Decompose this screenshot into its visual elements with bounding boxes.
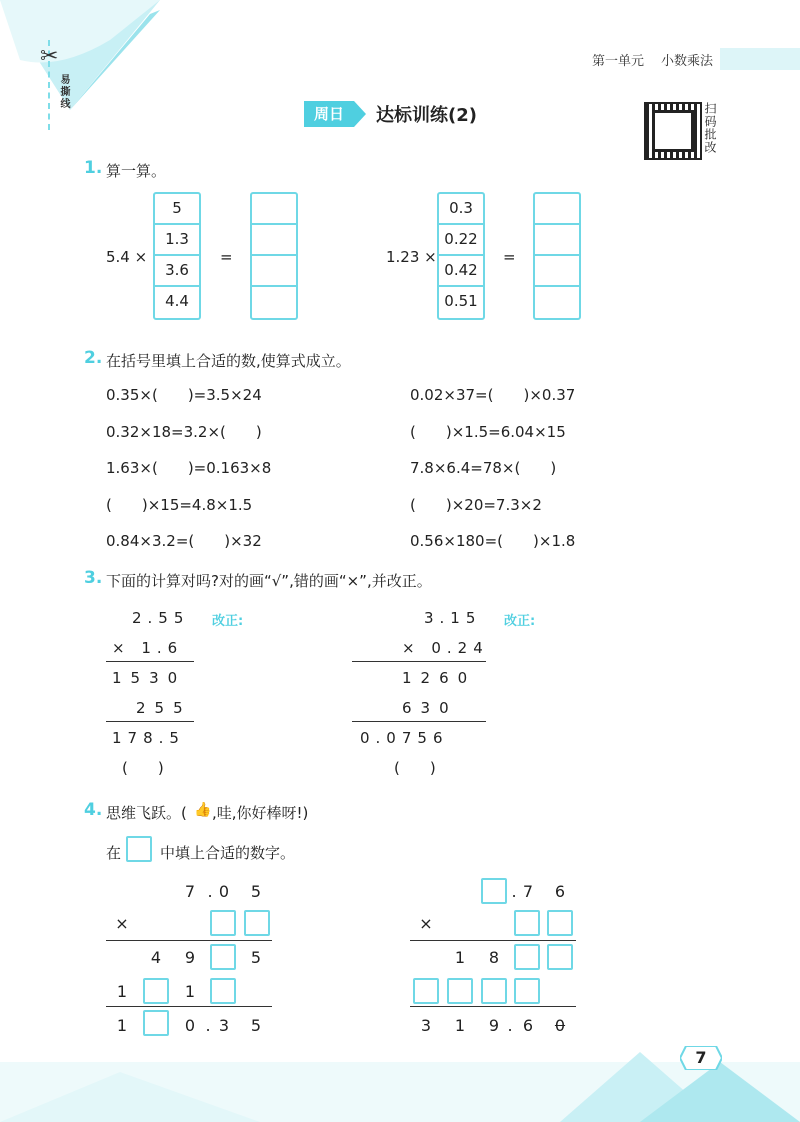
answer-cell[interactable] [252,287,296,318]
digit: 9 [184,948,196,967]
calc-row: 2.55 [132,609,190,627]
digit: . [205,1016,211,1035]
factor-column [153,192,201,320]
digit-box[interactable] [413,978,439,1004]
digit: 1 [116,982,128,1001]
digit-box[interactable] [447,978,473,1004]
calc-line [106,1006,272,1007]
page-title [304,100,477,128]
answer-cell[interactable] [252,256,296,287]
question-prompt: 算一算。 [106,162,167,180]
question-number: 4. [84,800,103,820]
equation[interactable]: 0.35×( )=3.5×24 [106,386,262,404]
answer-cell[interactable] [252,225,296,256]
praise-text: ,哇,你好棒呀!) [212,804,309,822]
calc-line [410,940,576,941]
topic-label: 小数乘法 [661,54,714,69]
calc-row: 1260 [402,669,477,687]
digit: . [511,882,517,901]
answer-cell[interactable] [535,194,579,225]
calc-row: 255 [136,699,192,717]
page-number: 7 [695,1048,707,1067]
digit: 6 [522,1016,534,1035]
answer-column[interactable] [533,192,581,320]
unit-label: 第一单元 [592,54,645,69]
scan-label: 扫码批改 [703,102,717,154]
tear-line-label: 易撕线 [58,74,69,110]
factor-cell: 0.22 [439,225,483,256]
digit: 6 [554,882,566,901]
calc-line [410,1006,576,1007]
equation[interactable]: 1.63×( )=0.163×8 [106,459,272,477]
answer-cell[interactable] [535,256,579,287]
digit: 8 [488,948,500,967]
digit: 4 [150,948,162,967]
digit: 7 [522,882,534,901]
digit: 5 [250,948,262,967]
digit: 1 [454,1016,466,1035]
question-number: 1. [84,158,103,178]
times-sign: × [419,914,433,933]
instruction-pre: 在 [106,844,122,862]
factor-cell: 0.51 [444,292,478,310]
digit: 1 [116,1016,128,1035]
title-text: 达标训练(2) [376,105,477,126]
calc-line [106,721,194,722]
digit-box[interactable] [244,910,270,936]
digit: 0 [218,882,230,901]
equation[interactable]: 7.8×6.4=78×( ) [410,459,557,477]
digit: 1 [454,948,466,967]
fix-label: 改正: [212,614,244,629]
factor-cell: 1.3 [155,225,199,256]
digit-box[interactable] [481,978,507,1004]
sample-box [126,836,152,862]
calc-line [352,721,486,722]
calc-row: × 1.6 [112,639,184,657]
question-prompt: 下面的计算对吗?对的画“√”,错的画“×”,并改正。 [106,572,432,590]
answer-cell[interactable] [535,225,579,256]
digit-box[interactable] [547,910,573,936]
digit-box[interactable] [514,910,540,936]
factor-column [437,192,485,320]
question-number: 2. [84,348,103,368]
equation[interactable]: 0.02×37=( )×0.37 [410,386,576,404]
equation[interactable]: 0.84×3.2=( )×32 [106,532,262,550]
digit: 0 [184,1016,196,1035]
calc-row: 630 [402,699,458,717]
times-sign: × [115,914,129,933]
digit-box[interactable] [143,978,169,1004]
answer-cell[interactable] [535,287,579,318]
equation[interactable]: ( )×20=7.3×2 [410,496,542,514]
digit-box[interactable] [210,910,236,936]
calc-row: 3.15 [424,609,482,627]
digit-box[interactable] [210,944,236,970]
factor-cell: 5 [155,194,199,225]
instruction-post: 中填上合适的数字。 [160,844,296,862]
digit-box[interactable] [143,1010,169,1036]
digit: 7 [184,882,196,901]
calc-line [106,661,194,662]
digit: . [207,882,213,901]
equation[interactable]: ( )×15=4.8×1.5 [106,496,253,514]
calc-row: 0.0756 [360,729,449,747]
scissors-icon: ✂ [40,44,59,69]
qr-code-icon[interactable] [644,102,702,160]
equals-sign: = [503,248,516,266]
question-prompt: 在括号里填上合适的数,使算式成立。 [106,352,351,370]
digit-box[interactable] [514,978,540,1004]
digit: 5 [250,882,262,901]
equals-sign: = [220,248,233,266]
multiplier-label: 1.23 × [386,248,437,266]
factor-cell: 0.3 [439,194,483,225]
factor-cell: 3.6 [155,256,199,287]
question-number: 3. [84,568,103,588]
digit: 9 [488,1016,500,1035]
day-tag: 周日 [304,101,354,127]
digit: . [507,1016,513,1035]
digit: 3 [420,1016,432,1035]
question-prompt: 思维飞跃。( [106,804,187,822]
factor-cell: 0.42 [439,256,483,287]
equation[interactable]: 0.56×180=( )×1.8 [410,532,576,550]
judge-blank[interactable]: ( ) [394,759,436,777]
thumbs-up-icon: 👍 [194,802,212,818]
calc-line [352,661,486,662]
corner-decoration [0,0,170,120]
digit: 5 [250,1016,262,1035]
judge-blank[interactable]: ( ) [122,759,164,777]
calc-row: × 0.24 [402,639,489,657]
factor-cell: 4.4 [165,292,189,310]
multiplier-label: 5.4 × [106,248,148,266]
answer-column[interactable] [250,192,298,320]
calc-row: 178.5 [112,729,185,747]
digit-box[interactable] [547,944,573,970]
digit: 3 [218,1016,230,1035]
answer-cell[interactable] [252,194,296,225]
digit-box[interactable] [210,978,236,1004]
digit: 0 [554,1016,566,1035]
calc-row: 1530 [112,669,187,687]
fix-label: 改正: [504,614,536,629]
equation[interactable]: 0.32×18=3.2×( ) [106,423,262,441]
calc-line [106,940,272,941]
equation[interactable]: ( )×1.5=6.04×15 [410,423,566,441]
header-band [720,48,800,70]
digit-box[interactable] [514,944,540,970]
digit: 1 [184,982,196,1001]
